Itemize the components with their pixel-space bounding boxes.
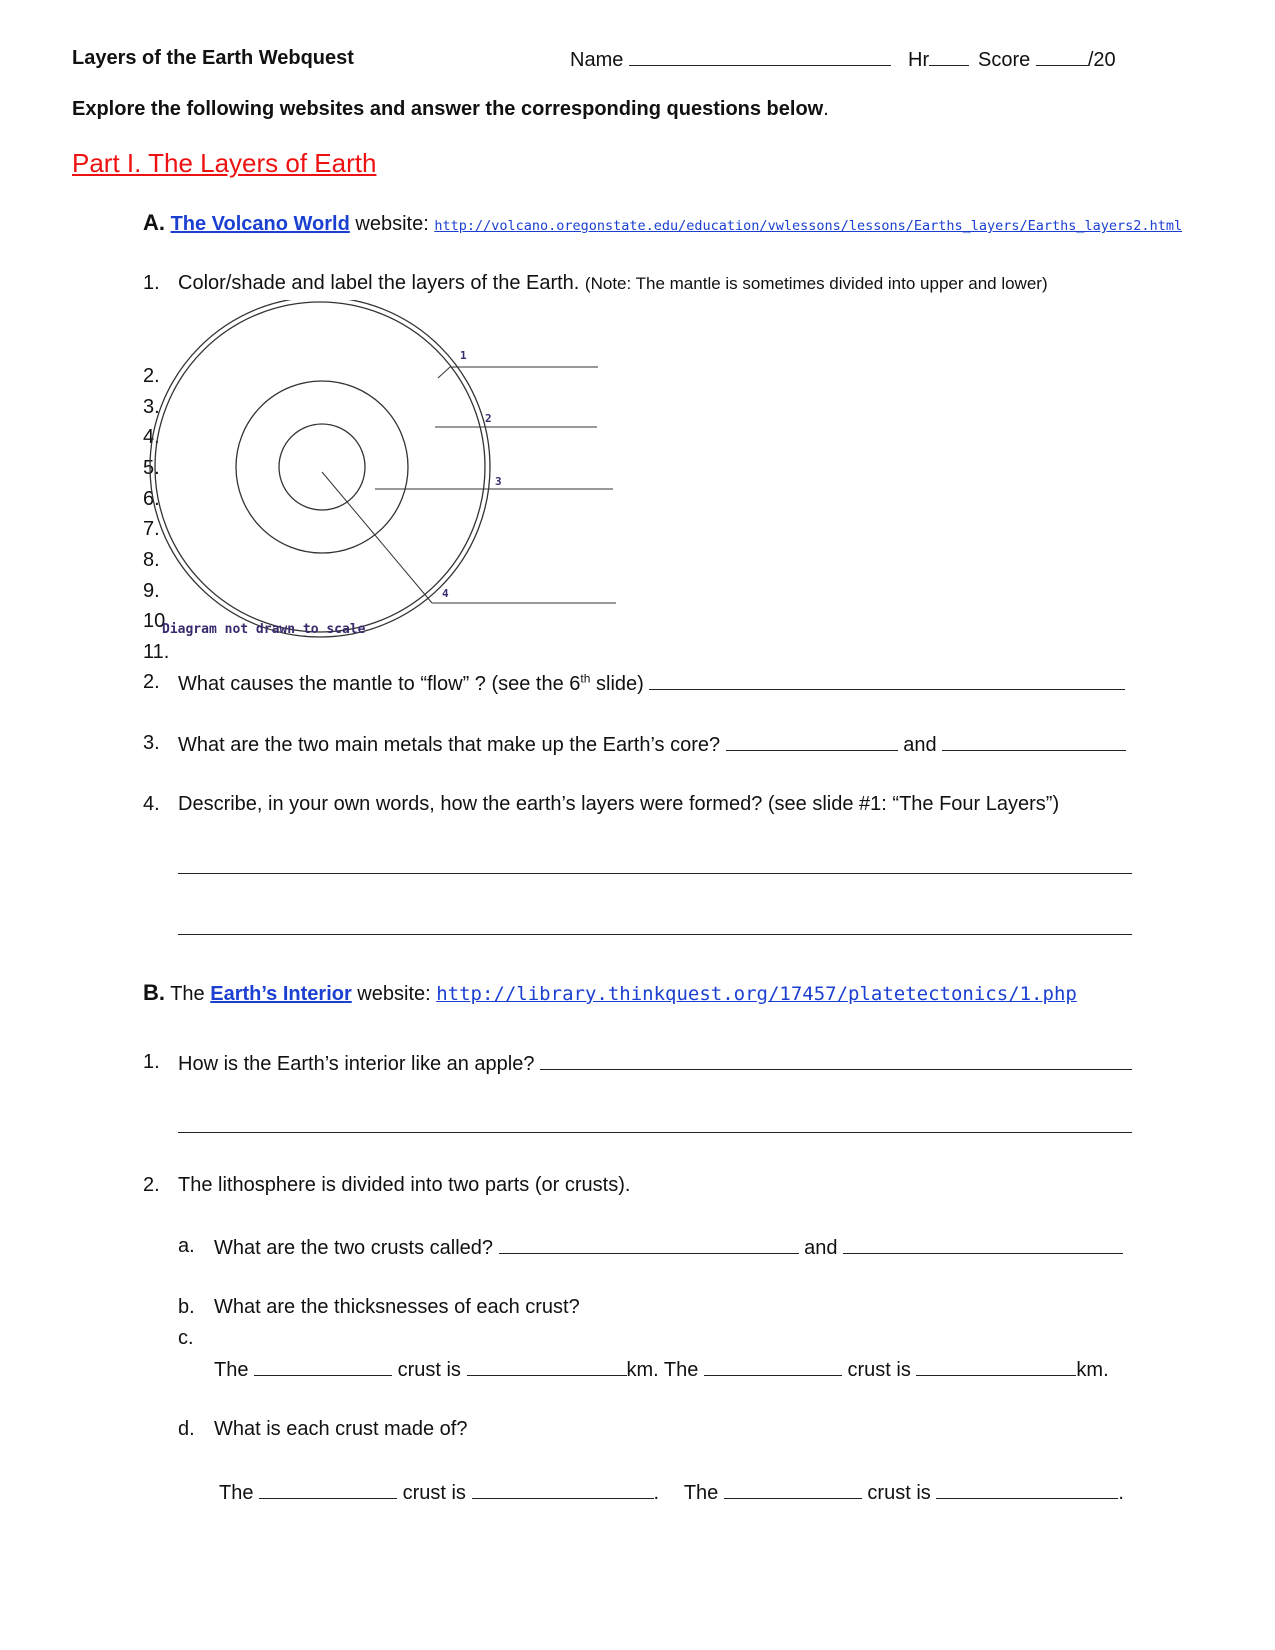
q2-b-c-thickness-2[interactable]: [916, 1357, 1076, 1376]
q3-a-blank-1[interactable]: [726, 732, 898, 751]
list-number: 2.: [143, 365, 160, 387]
q3-a-number: 3.: [143, 732, 160, 754]
score-blank[interactable]: [1036, 47, 1088, 66]
name-blank[interactable]: [629, 47, 891, 66]
q2-a-text-post: slide): [590, 673, 644, 695]
q2-b-c-km-1: km. The: [626, 1359, 699, 1381]
q1-b-text: How is the Earth’s interior like an apple?: [178, 1053, 535, 1075]
diagram-label-1: 1: [460, 349, 467, 362]
q2-a-group: [178, 671, 1125, 696]
q2-b-d-crust-name-1[interactable]: [259, 1480, 397, 1499]
q2-b-d-crust-is-2: crust is: [867, 1482, 931, 1504]
q2-b-a-group: [214, 1235, 1123, 1260]
list-number: 10.: [143, 610, 171, 632]
q4-a-text: Describe, in your own words, how the earth’s layers were formed? (see slide #1: “The Four Layers”): [178, 793, 1060, 815]
q1-a-number: 1.: [143, 272, 160, 294]
crust-outer-ring: [150, 300, 490, 637]
pointer-1: [438, 367, 450, 378]
q4-a-answer-line-2[interactable]: [178, 934, 1132, 935]
q4-a-number: 4.: [143, 793, 160, 815]
q2-b-c-crust-is-2: crust is: [847, 1359, 911, 1381]
q2-b-c-the-1: The: [214, 1359, 249, 1381]
q2-b-c-letter: c.: [178, 1327, 194, 1349]
section-b-heading: [143, 980, 1077, 1006]
q2-b-d-text: What is each crust made of?: [214, 1418, 468, 1440]
part1-title: Part I. The Layers of Earth: [72, 148, 377, 178]
q2-b-d-the-1: The: [219, 1482, 254, 1504]
q1-b-number: 1.: [143, 1051, 160, 1073]
q2-b-c-thickness-1[interactable]: [467, 1357, 627, 1376]
q2-b-c-group: [214, 1357, 1109, 1382]
q2-a-sup: th: [580, 671, 591, 686]
name-field-group: [570, 47, 891, 72]
q2-b-c-crust-is-1: crust is: [397, 1359, 461, 1381]
q1-a-note: (Note: The mantle is sometimes divided into upper and lower): [584, 274, 1048, 293]
section-b-pre: The: [170, 983, 211, 1005]
hr-field-group: [908, 47, 969, 72]
hr-label: Hr: [908, 49, 930, 71]
section-a-site-suffix: website:: [349, 213, 435, 235]
q2-b-a-blank-1[interactable]: [499, 1235, 799, 1254]
section-a-heading: [143, 210, 1182, 236]
list-number: 3.: [143, 396, 160, 418]
diagram-label-4: 4: [442, 587, 449, 600]
list-number: 6.: [143, 488, 160, 510]
section-b-site-suffix: website:: [351, 983, 437, 1005]
crust-inner-ring: [155, 302, 485, 632]
q2-b-a-blank-2[interactable]: [843, 1235, 1123, 1254]
q1-b-blank[interactable]: [540, 1051, 1132, 1070]
name-label: Name: [570, 49, 624, 71]
q2-b-c-km-2: km.: [1076, 1359, 1109, 1381]
list-number: 7.: [143, 518, 160, 540]
q2-b-d-crust-name-2[interactable]: [724, 1480, 862, 1499]
list-number: 8.: [143, 549, 160, 571]
q2-b-d-material-1[interactable]: [472, 1480, 654, 1499]
list-number: 4.: [143, 426, 160, 448]
earth-layers-diagram: [140, 300, 630, 645]
diagram-caption: Diagram not drawn to scale: [162, 622, 366, 637]
instructions-text: Explore the following websites and answer the corresponding questions below: [72, 98, 824, 120]
q2-b-a-text: What are the two crusts called?: [214, 1237, 494, 1259]
q3-a-and: and: [903, 734, 937, 756]
q2-b-d-the-2: The: [683, 1482, 719, 1504]
earths-interior-url[interactable]: http://library.thinkquest.org/17457/platetectonics/1.php: [436, 983, 1077, 1005]
q2-b-d-group: [219, 1480, 1124, 1505]
q4-a-answer-line-1[interactable]: [178, 873, 1132, 874]
q2-b-c-crust-name-1[interactable]: [254, 1357, 392, 1376]
q2-b-b-text: What are the thicksnesses of each crust?: [214, 1296, 580, 1318]
q2-b-d-crust-is-1: crust is: [402, 1482, 466, 1504]
instructions-period: .: [823, 98, 829, 120]
list-number: 5.: [143, 457, 160, 479]
q2-b-b-letter: b.: [178, 1296, 195, 1318]
q2-b-d-letter: d.: [178, 1418, 195, 1440]
q2-b-d-material-2[interactable]: [936, 1480, 1118, 1499]
hr-blank[interactable]: [929, 47, 969, 66]
q2-b-text: The lithosphere is divided into two parts (or crusts).: [178, 1174, 631, 1196]
instructions: [72, 98, 829, 121]
q3-a-blank-2[interactable]: [942, 732, 1126, 751]
score-total: /20: [1087, 49, 1116, 71]
outer-core-ring: [236, 381, 408, 553]
diagram-label-3: 3: [495, 475, 502, 488]
q3-a-text: What are the two main metals that make up the Earth’s core?: [178, 734, 721, 756]
q2-a-number: 2.: [143, 671, 160, 693]
section-a-letter: A.: [143, 210, 165, 235]
worksheet-title: Layers of the Earth Webquest: [72, 47, 354, 69]
q1-a-text: Color/shade and label the layers of the Earth.: [178, 272, 580, 294]
section-b-letter: B.: [143, 980, 165, 1005]
list-number: 11.: [143, 641, 170, 663]
score-field-group: [978, 47, 1116, 72]
q2-a-answer-blank[interactable]: [649, 671, 1125, 690]
q2-b-c-crust-name-2[interactable]: [704, 1357, 842, 1376]
volcano-world-url[interactable]: http://volcano.oregonstate.edu/education/vwlessons/lessons/Earths_layers/Earths_layers2.html: [434, 218, 1183, 234]
score-label: Score: [978, 49, 1031, 71]
pointer-4: [322, 472, 432, 603]
q2-b-a-letter: a.: [178, 1235, 195, 1257]
earths-interior-link[interactable]: Earth’s Interior: [210, 983, 352, 1005]
q1-a-text-group: [178, 272, 1048, 295]
q2-b-d-period-2: .: [1118, 1482, 1124, 1504]
q3-a-group: [178, 732, 1126, 757]
q1-b-answer-line[interactable]: [178, 1132, 1132, 1133]
q2-b-a-and: and: [804, 1237, 838, 1259]
q2-a-text: What causes the mantle to “flow” ? (see the 6: [178, 673, 581, 695]
volcano-world-link[interactable]: The Volcano World: [170, 213, 350, 235]
diagram-label-2: 2: [485, 412, 492, 425]
q1-b-group: [178, 1051, 1132, 1076]
list-number: 9.: [143, 580, 160, 602]
q2-b-d-period-1: .: [653, 1482, 660, 1504]
q2-b-number: 2.: [143, 1174, 160, 1196]
inner-core-ring: [279, 424, 365, 510]
